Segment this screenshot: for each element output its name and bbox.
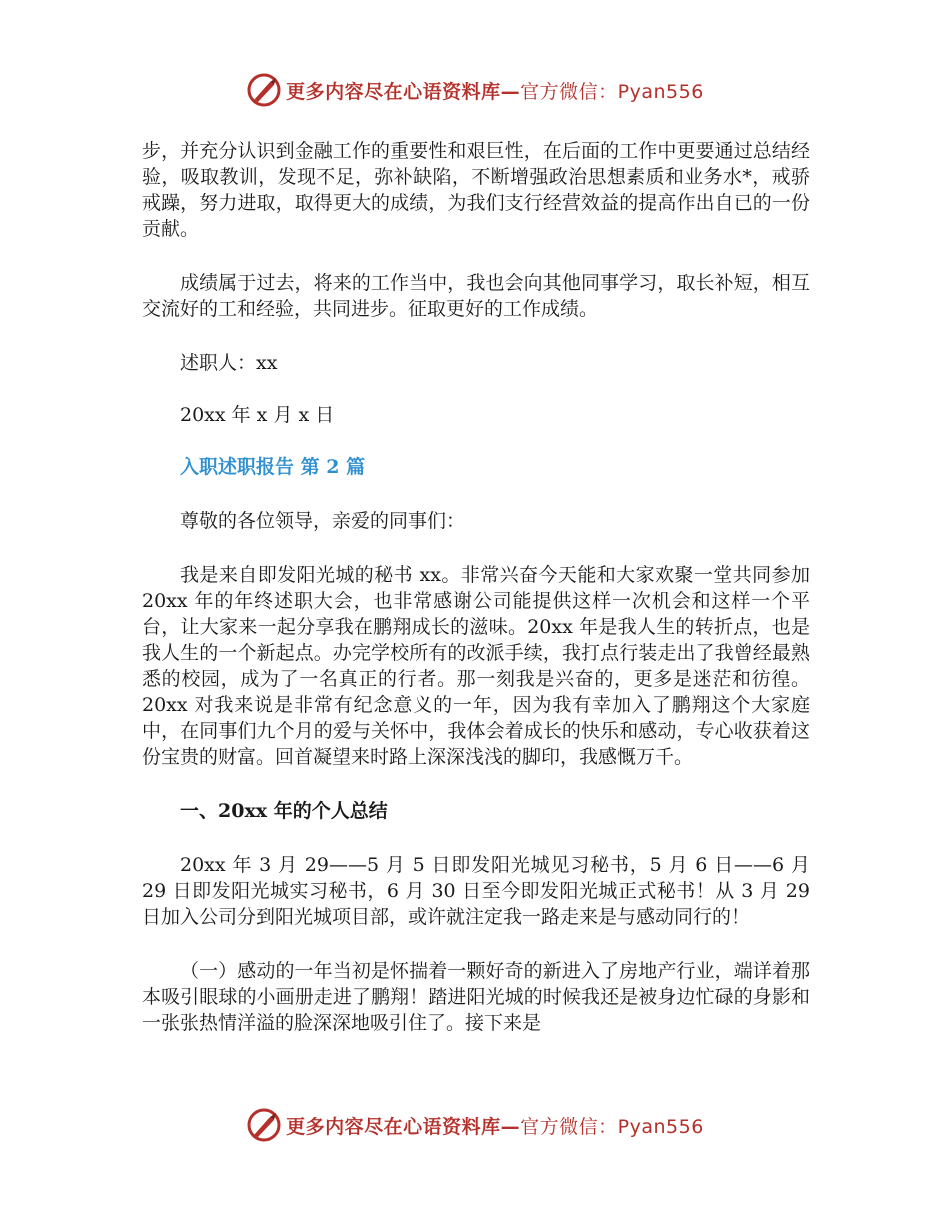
banner-text: 更多内容尽在心语资料库— <box>286 1115 521 1138</box>
paragraph: 成绩属于过去，将来的工作当中，我也会向其他同事学习，取长补短，相互交流好的工和经验，共同进步。征取更好的工作成绩。 <box>142 272 810 320</box>
document-body <box>142 138 810 1036</box>
footer-watermark <box>0 1105 950 1145</box>
banner-text: 更多内容尽在心语资料库— <box>286 80 521 103</box>
header-watermark <box>0 70 950 110</box>
paragraph: （一）感动的一年当初是怀揣着一颗好奇的新进入了房地产行业，端详着那本吸引眼球的小画册走进了鹏翔！踏进阳光城的时候我还是被身边忙碌的身影和一张张热情洋溢的脸深深地吸引住了。接下来是 <box>142 960 810 1034</box>
date-line: 20xx 年 x 月 x 日 <box>180 404 335 426</box>
signer-line: 述职人：xx <box>180 352 278 374</box>
section-heading: 一、20xx 年的个人总结 <box>180 800 388 822</box>
paragraph: 20xx 年 3 月 29——5 月 5 日即发阳光城见习秘书，5 月 6 日——6 月 29 日即发阳光城实习秘书，6 月 30 日至今即发阳光城正式秘书！从 3 月 29 日加入公司分到阳光城项目部，或许就注定我一路走来是与感动同行的！ <box>142 854 810 928</box>
section-title: 入职述职报告 第 2 篇 <box>180 456 366 478</box>
paragraph: 步，并充分认识到金融工作的重要性和艰巨性，在后面的工作中更要通过总结经验，吸取教训，发现不足，弥补缺陷，不断增强政治思想素质和业务水*，戒骄戒躁，努力进取，取得更大的成绩，为我们支行经营效益的提高作出自已的一份贡献。 <box>142 140 810 240</box>
greeting: 尊敬的各位领导，亲爱的同事们： <box>180 510 466 532</box>
banner-wechat: 官方微信：Pyan556 <box>520 1115 704 1138</box>
quill-logo-icon <box>246 72 282 108</box>
quill-logo-icon <box>246 1107 282 1143</box>
banner-wechat: 官方微信：Pyan556 <box>520 80 704 103</box>
paragraph: 我是来自即发阳光城的秘书 xx。非常兴奋今天能和大家欢聚一堂共同参加 20xx 年的年终述职大会，也非常感谢公司能提供这样一次机会和这样一个平台，让大家来一起分享我在鹏翔成长的滋味。20xx 年是我人生的转折点，也是我人生的一个新起点。办完学校所有的改派手续，我打点行装走出了我曾经最熟悉的校园，成为了一名真正的行者。那一刻我是兴奋的，更多是迷茫和彷徨。20xx 对我来说是非常有纪念意义的一年，因为我有幸加入了鹏翔这个大家庭中，在同事们九个月的爱与关怀中，我体会着成长的快乐和感动，专心收获着这份宝贵的财富。回首凝望来时路上深深浅浅的脚印，我感慨万千。 <box>142 564 810 768</box>
